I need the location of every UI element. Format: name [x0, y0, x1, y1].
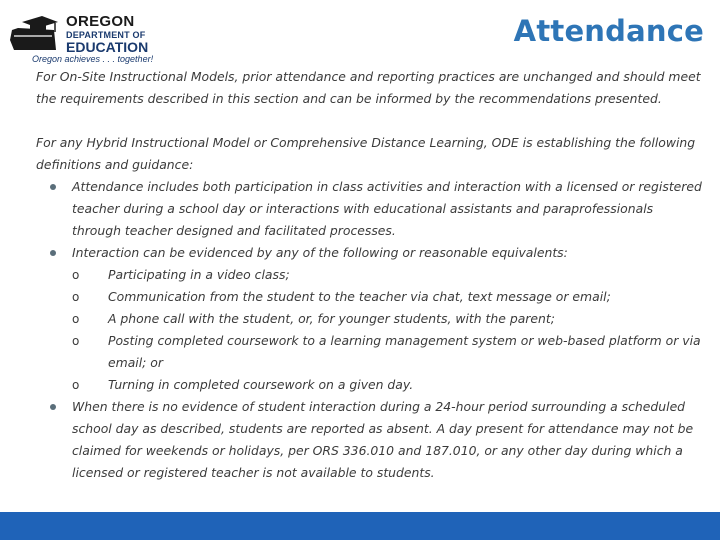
- footer-bar: [0, 512, 720, 540]
- logo-line-oregon: OREGON: [66, 13, 135, 30]
- circle-bullet-icon: o: [72, 378, 80, 392]
- slide-body: [36, 66, 704, 484]
- sub-list-item: [72, 374, 704, 396]
- bullet-text: Attendance includes both participation in class activities and interaction with a licensed or registered teacher during a school day or interactions with educational assistants and paraprofessionals through teacher designed and facilitated processes.: [72, 179, 702, 238]
- list-item: [36, 176, 704, 242]
- sub-list-item: [72, 308, 704, 330]
- bullet-dot-icon: [50, 404, 56, 410]
- logo-line-education: EDUCATION: [66, 39, 149, 55]
- logo-wordmark: [66, 14, 148, 54]
- circle-bullet-icon: o: [72, 268, 80, 282]
- list-item: [36, 396, 704, 484]
- sub-bullet-text: Communication from the student to the teacher via chat, text message or email;: [108, 289, 611, 304]
- ode-logo: [8, 12, 154, 66]
- sub-bullet-text: Participating in a video class;: [108, 267, 290, 282]
- bullet-dot-icon: [50, 250, 56, 256]
- bullet-text: Interaction can be evidenced by any of the following or reasonable equivalents:: [72, 245, 568, 260]
- list-item: [36, 242, 704, 396]
- bullet-text: When there is no evidence of student interaction during a 24-hour period surrounding a scheduled school day as described, students are reported as absent. A day present for attendance may not be claimed for weekends or holidays, per ORS 336.010 and 187.010, or any other day during which a licensed or registered teacher is not available to students.: [72, 399, 694, 480]
- oregon-graduation-cap-icon: [8, 16, 60, 56]
- sub-bullet-text: Posting completed coursework to a learning management system or web-based platform or via email; or: [108, 333, 701, 370]
- intro-paragraph: For On-Site Instructional Models, prior attendance and reporting practices are unchanged and should meet the requirements described in this section and can be informed by the recommendations presented.: [36, 69, 701, 106]
- interaction-sub-list: [72, 264, 704, 396]
- circle-bullet-icon: o: [72, 290, 80, 304]
- guidance-bullet-list: [36, 176, 704, 484]
- sub-list-item: [72, 264, 704, 286]
- sub-list-item: [72, 286, 704, 308]
- page-title: Attendance: [513, 14, 704, 48]
- bullet-dot-icon: [50, 184, 56, 190]
- circle-bullet-icon: o: [72, 312, 80, 326]
- sub-list-item: [72, 330, 704, 374]
- logo-tagline: Oregon achieves . . . together!: [32, 54, 154, 64]
- circle-bullet-icon: o: [72, 334, 80, 348]
- sub-bullet-text: Turning in completed coursework on a given day.: [108, 377, 414, 392]
- hybrid-intro-paragraph: For any Hybrid Instructional Model or Comprehensive Distance Learning, ODE is establishing the following definitions and guidance:: [36, 135, 696, 172]
- paragraph-spacer: [36, 110, 704, 132]
- logo-line-department: DEPARTMENT OF: [66, 30, 146, 40]
- sub-bullet-text: A phone call with the student, or, for younger students, with the parent;: [108, 311, 555, 326]
